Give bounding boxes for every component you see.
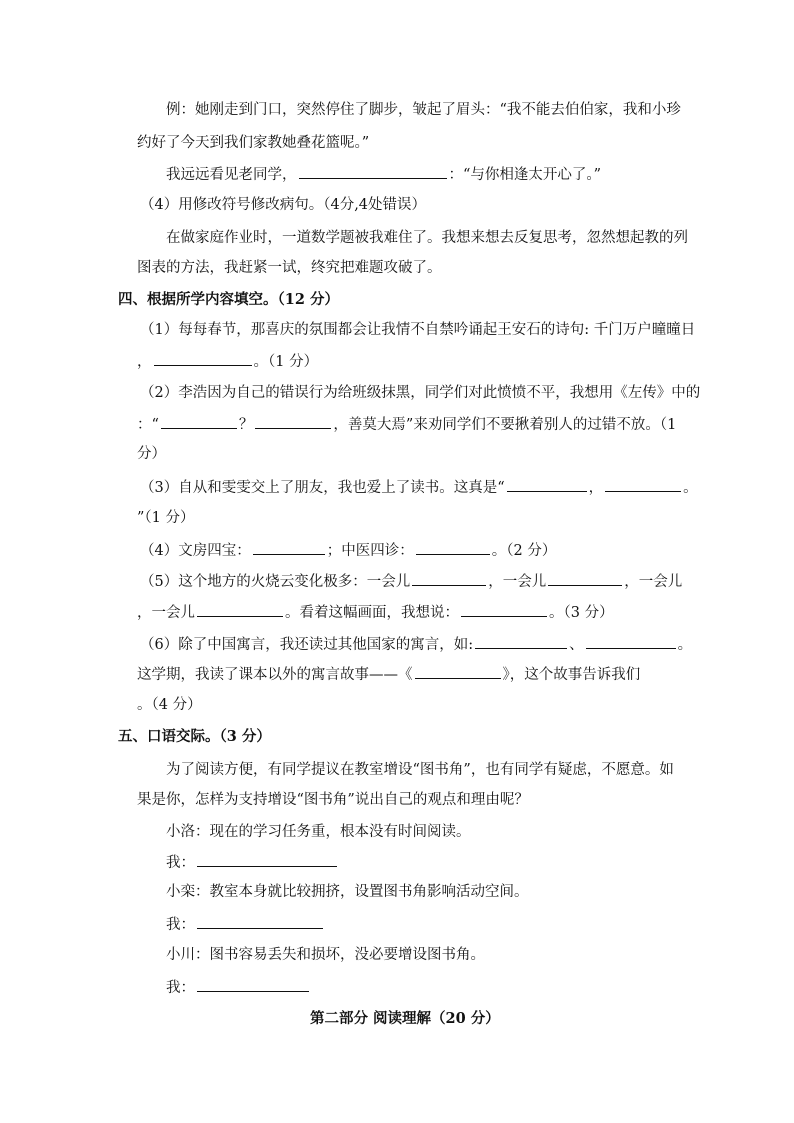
q4-prompt: （4）用修改符号修改病句。（4分,4处错误）: [140, 197, 427, 213]
answer-blank[interactable]: [197, 977, 309, 992]
answer-blank[interactable]: [605, 477, 681, 492]
s4-item5-e: 。看着这幅画面，我想说：: [285, 605, 459, 621]
answer-blank[interactable]: [154, 351, 252, 366]
s5-dialogue-3: 小川：图书容易丢失和损坏，没必要增设图书角。: [166, 947, 485, 963]
example-line-2: 约好了今天到我们家教她叠花篮呢。”: [137, 135, 370, 151]
s5-reply-label: 我：: [166, 855, 195, 871]
example-fill-prefix: 我远远看见老同学，: [166, 167, 297, 183]
s4-item6-line2: [137, 664, 640, 685]
answer-blank[interactable]: [415, 664, 501, 679]
s4-item1-line1: （1）每每春节，那喜庆的氛围都会让我情不自禁吟诵起王安石的诗句: 千门万户曈曈日: [140, 322, 696, 338]
s4-item4: [140, 540, 556, 561]
s5-dialogue-2: 小栾：教室本身就比较拥挤，设置图书角影响活动空间。: [166, 884, 529, 900]
s4-item2-b: ？: [238, 417, 254, 433]
s4-item5-d: ，一会儿: [137, 605, 195, 621]
answer-blank[interactable]: [255, 414, 331, 429]
s4-item1-line2: [137, 351, 318, 372]
answer-blank[interactable]: [548, 571, 622, 586]
answer-blank[interactable]: [412, 571, 486, 586]
s4-item1-suffix: 。（1 分）: [253, 354, 319, 370]
answer-blank[interactable]: [161, 414, 237, 429]
s4-item3-suffix: 。: [683, 480, 698, 496]
answer-blank[interactable]: [507, 477, 587, 492]
answer-blank[interactable]: [197, 914, 323, 929]
s4-item5-f: 。（3 分）: [549, 605, 614, 621]
q4-sentence-line-2: 图表的方法，我赶紧一试，终究把难题攻破了。: [137, 260, 442, 276]
s4-item5-line1: [140, 571, 682, 592]
s5-intro-line2: 果是你，怎样为支持增设“图书角”说出自己的观点和理由呢？: [137, 792, 529, 808]
s4-item3-prefix: （3）自从和雯雯交上了朋友，我也爱上了读书。这真是“: [140, 480, 505, 496]
section4-heading: 四、根据所学内容填空。（12 分）: [118, 291, 339, 308]
s4-item6-a: （6）除了中国寓言，我还读过其他国家的寓言，如:: [140, 637, 474, 653]
s4-item6-d: 这学期，我读了课本以外的寓言故事——《: [137, 667, 413, 683]
s4-item5-c: ，一会儿: [624, 574, 683, 590]
s5-reply-label: 我：: [166, 917, 195, 933]
s4-item5-b: ，一会儿: [488, 574, 547, 590]
answer-blank[interactable]: [197, 852, 337, 867]
example-fill-suffix: ：“与你相逢太开心了。”: [448, 167, 602, 183]
s4-item2-line3: 分）: [137, 446, 166, 462]
s4-item5-a: （5）这个地方的火烧云变化极多：一会儿: [140, 574, 411, 590]
q4-sentence-line-1: 在做家庭作业时，一道数学题被我难住了。我想来想去反复思考，忽然想起教的列: [166, 230, 688, 246]
s4-item6-line1: [140, 634, 692, 655]
s4-item2-line2: [137, 414, 676, 435]
s4-item1-prefix: ，: [137, 354, 152, 370]
answer-blank[interactable]: [197, 602, 283, 617]
part2-heading: 第二部分 阅读理解（20 分）: [310, 1010, 500, 1027]
answer-blank[interactable]: [253, 540, 325, 555]
s4-item6-c: 。: [677, 637, 693, 653]
s4-item6-e: 》，这个故事告诉我们: [502, 667, 641, 683]
section5-heading: 五、口语交际。（3 分）: [118, 728, 271, 745]
s4-item4-prefix: （4）文房四宝：: [140, 543, 251, 559]
s4-item2-line1: （2）李浩因为自己的错误行为给班级抹黑，同学们对此愤愤不平，我想用《左传》中的: [140, 385, 701, 401]
s4-item2-a: ：“: [137, 417, 159, 433]
answer-blank[interactable]: [416, 540, 490, 555]
s5-reply-1: [166, 852, 339, 873]
s4-item6-b: 、: [569, 637, 584, 653]
s4-item2-c: ，善莫大焉”来劝同学们不要揪着别人的过错不放。（1: [333, 417, 677, 433]
s4-item4-suffix: 。（2 分）: [491, 543, 557, 559]
s4-item3-line2: ”（1 分）: [137, 510, 195, 526]
example-line-1: 例：她刚走到门口，突然停住了脚步，皱起了眉头：“我不能去伯伯家，我和小珍: [166, 102, 681, 118]
s5-reply-3: [166, 977, 311, 998]
s4-item3-mid: ，: [588, 480, 604, 496]
answer-blank[interactable]: [299, 164, 447, 179]
s5-reply-2: [166, 914, 325, 935]
answer-blank[interactable]: [586, 634, 676, 649]
s4-item4-mid: ；中医四诊：: [326, 543, 414, 559]
answer-blank[interactable]: [461, 602, 547, 617]
answer-blank[interactable]: [475, 634, 567, 649]
s5-reply-label: 我：: [166, 980, 195, 996]
s4-item5-line2: [137, 602, 614, 623]
s4-item3-line1: [140, 477, 698, 498]
example-fill-line: [166, 164, 601, 185]
s5-intro-line1: 为了阅读方便，有同学提议在教室增设“图书角”，也有同学有疑虑，不愿意。如: [166, 762, 674, 778]
s4-item6-line3: 。（4 分）: [137, 697, 202, 713]
s5-dialogue-1: 小洛：现在的学习任务重，根本没有时间阅读。: [166, 824, 471, 840]
